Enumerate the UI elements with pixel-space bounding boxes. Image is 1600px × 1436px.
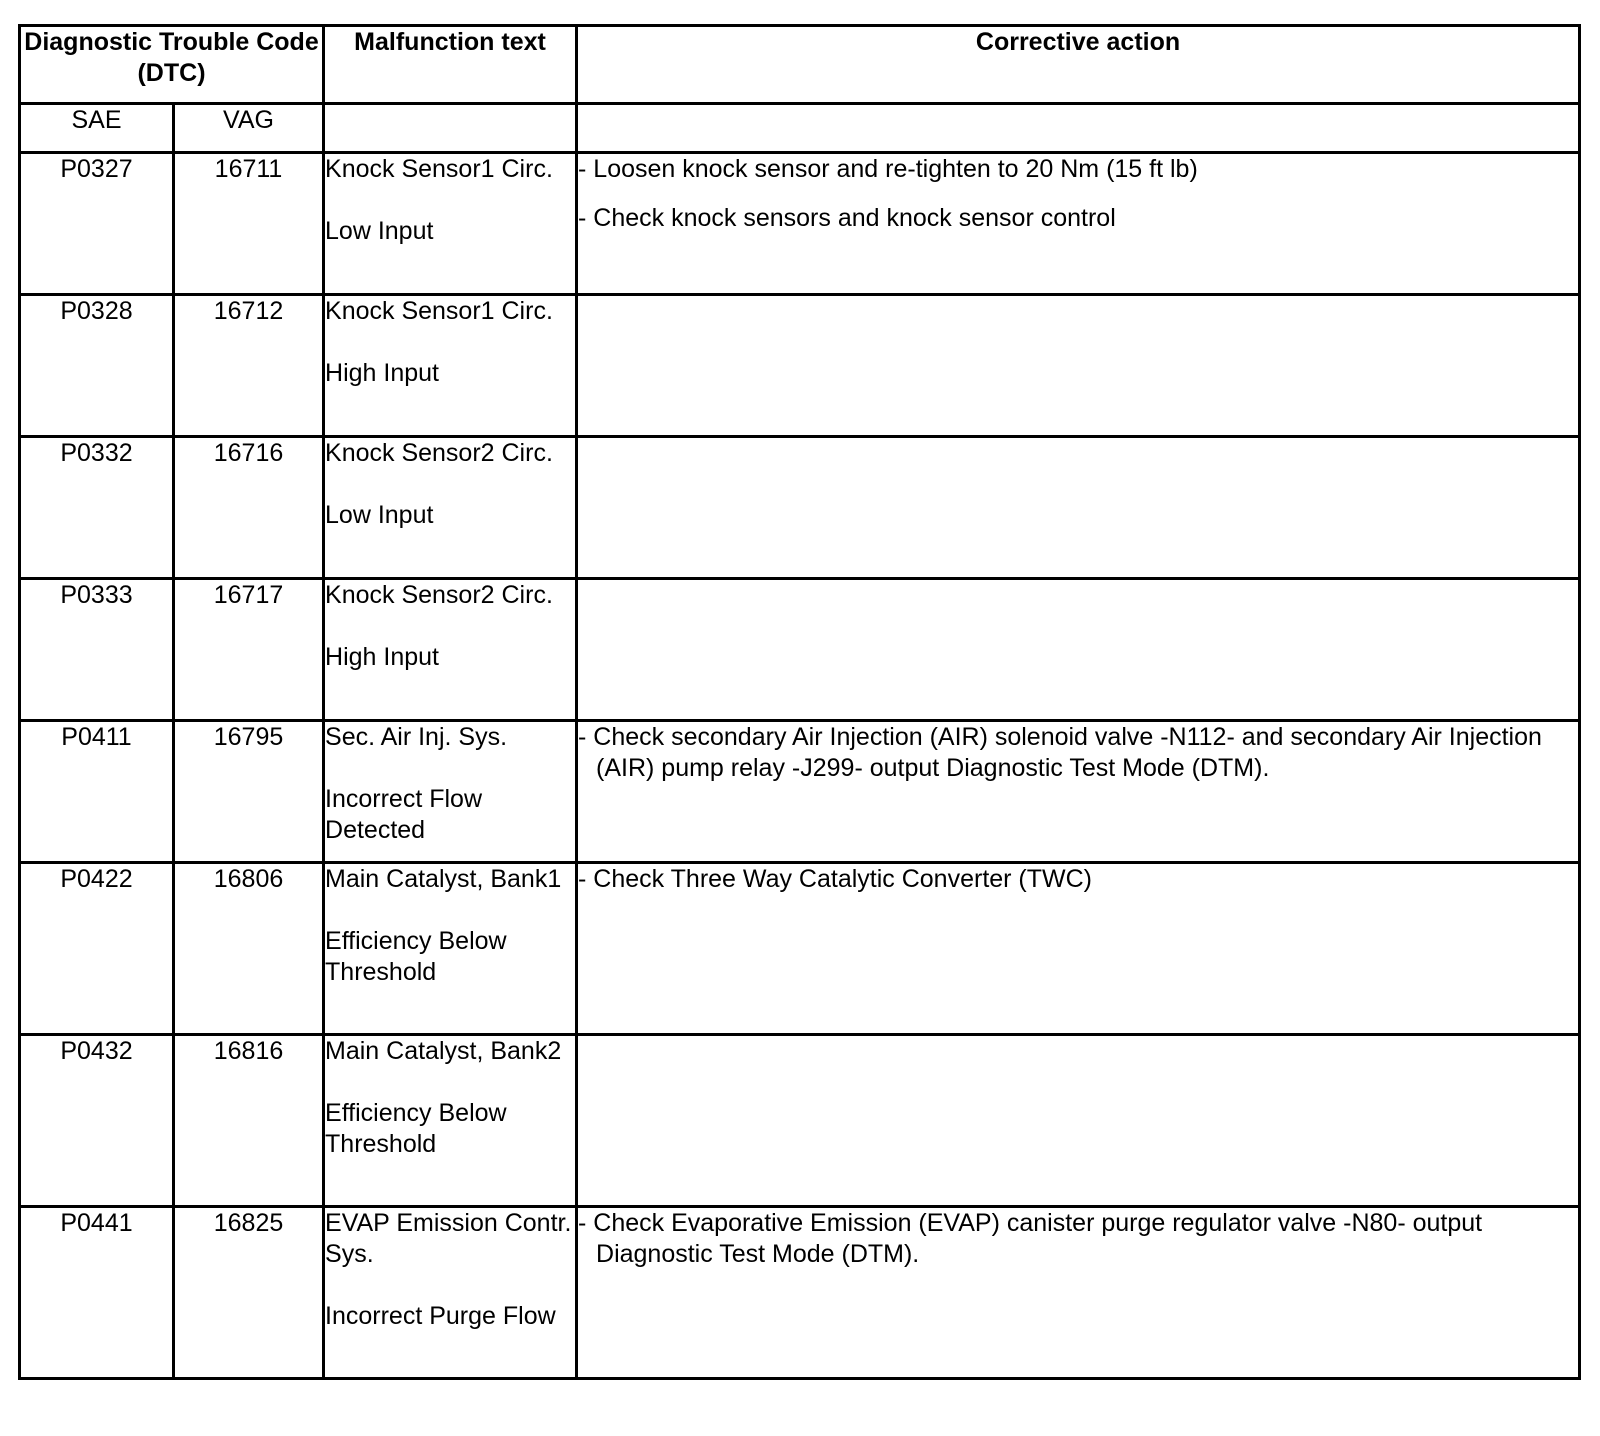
malfunction-text <box>324 1035 577 1207</box>
malfunction-component: Main Catalyst, Bank2 <box>325 1037 562 1065</box>
corrective-action <box>577 153 1580 295</box>
vag-header: VAG <box>174 104 324 153</box>
corrective-action-item: - Loosen knock sensor and re-tighten to 20 Nm (15 ft lb) <box>578 155 1198 183</box>
sae-code: P0432 <box>20 1035 174 1207</box>
malfunction-text <box>324 295 577 437</box>
vag-code: 16717 <box>174 579 324 721</box>
malfunction-text <box>324 579 577 721</box>
malfunction-component: Main Catalyst, Bank1 <box>325 865 562 893</box>
sae-code: P0441 <box>20 1207 174 1379</box>
malfunction-component: Knock Sensor2 Circ. <box>325 581 553 609</box>
dtc-header: Diagnostic Trouble Code (DTC) <box>20 26 324 104</box>
dtc-table <box>18 24 1581 1380</box>
malfunction-component: Sec. Air Inj. Sys. <box>325 723 508 751</box>
malfunction-text <box>324 153 577 295</box>
malfunction-component: Knock Sensor1 Circ. <box>325 155 553 183</box>
corrective-action <box>577 1207 1580 1379</box>
malfunction-text <box>324 1207 577 1379</box>
sae-code: P0332 <box>20 437 174 579</box>
malfunction-text <box>324 437 577 579</box>
malfunction-condition: Low Input <box>325 217 434 245</box>
malfunction-header: Malfunction text <box>324 26 577 104</box>
malfunction-component: Knock Sensor2 Circ. <box>325 439 553 467</box>
corrective-header: Corrective action <box>577 26 1580 104</box>
vag-code: 16806 <box>174 863 324 1035</box>
table-row <box>20 721 1580 863</box>
vag-code: 16825 <box>174 1207 324 1379</box>
malfunction-text <box>324 863 577 1035</box>
corrective-action <box>577 863 1580 1035</box>
malfunction-condition: High Input <box>325 359 439 387</box>
sae-code: P0333 <box>20 579 174 721</box>
table-row <box>20 295 1580 437</box>
sae-code: P0328 <box>20 295 174 437</box>
corrective-action-item: - Check Evaporative Emission (EVAP) canister purge regulator valve -N80- output Diagnostic Test Mode (DTM). <box>578 1209 1483 1268</box>
malfunction-subheader-empty <box>324 104 577 153</box>
malfunction-component: Knock Sensor1 Circ. <box>325 297 553 325</box>
malfunction-condition: Efficiency Below Threshold <box>325 1099 507 1158</box>
corrective-action <box>577 295 1580 437</box>
malfunction-condition: Incorrect Flow Detected <box>325 785 482 844</box>
corrective-action <box>577 721 1580 863</box>
vag-code: 16712 <box>174 295 324 437</box>
corrective-action <box>577 579 1580 721</box>
corrective-action <box>577 437 1580 579</box>
table-row <box>20 863 1580 1035</box>
table-row <box>20 437 1580 579</box>
corrective-subheader-empty <box>577 104 1580 153</box>
corrective-action-item: - Check Three Way Catalytic Converter (TWC) <box>578 865 1093 893</box>
corrective-action-item: - Check secondary Air Injection (AIR) solenoid valve -N112- and secondary Air Injection (AIR) pump relay -J299- output Diagnostic Test Mode (DTM). <box>578 723 1542 782</box>
sae-code: P0411 <box>20 721 174 863</box>
malfunction-component: EVAP Emission Contr. Sys. <box>325 1209 572 1268</box>
malfunction-condition: Efficiency Below Threshold <box>325 927 507 986</box>
vag-code: 16711 <box>174 153 324 295</box>
corrective-action <box>577 1035 1580 1207</box>
table-row <box>20 1207 1580 1379</box>
sae-code: P0422 <box>20 863 174 1035</box>
vag-code: 16816 <box>174 1035 324 1207</box>
table-row <box>20 1035 1580 1207</box>
vag-code: 16795 <box>174 721 324 863</box>
corrective-action-item: - Check knock sensors and knock sensor control <box>578 204 1116 232</box>
table-row <box>20 153 1580 295</box>
header-row <box>20 26 1580 104</box>
malfunction-text <box>324 721 577 863</box>
vag-code: 16716 <box>174 437 324 579</box>
table-row <box>20 579 1580 721</box>
sae-code: P0327 <box>20 153 174 295</box>
subheader-row <box>20 104 1580 153</box>
malfunction-condition: Low Input <box>325 501 434 529</box>
malfunction-condition: High Input <box>325 643 439 671</box>
malfunction-condition: Incorrect Purge Flow <box>325 1302 556 1330</box>
sae-header: SAE <box>20 104 174 153</box>
